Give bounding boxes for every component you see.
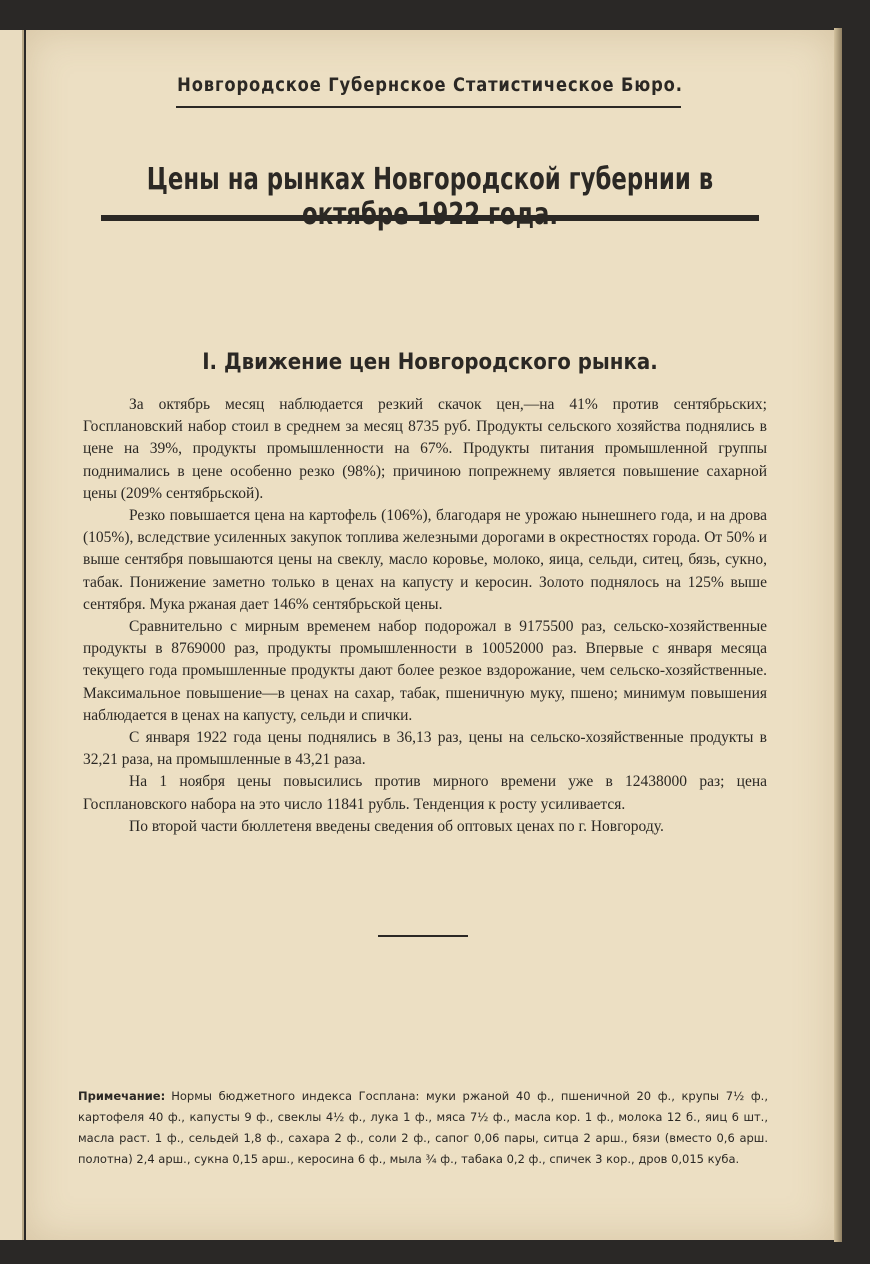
footnote-text: Нормы бюджетного индекса Госплана: муки ржаной 40 ф., пшеничной 20 ф., крупы 7½ ф., картофеля 40 ф., капусты 9 ф., свеклы 4½ ф., лука 1 ф., мяса 7½ ф., масла кор. 1 ф., молока 12 б., яиц 6 шт., масла раст. 1 ф., сельдей 1,8 ф., сахара 2 ф., соли 2 ф., сапог 0,06 пары, ситца 2 арш., бязи (вместо 0,6 арш. полотна) 2,4 арш., сукна 0,15 арш., керосина 6 ф., мыла ¾ ф., табака 0,2 ф., спичек 3 кор., дров 0,015 куба. bbox=[78, 1089, 768, 1166]
bureau-header: Новгородское Губернское Статистическое Бюро. bbox=[177, 74, 683, 96]
section-end-rule bbox=[378, 935, 468, 937]
paragraph-6: По второй части бюллетеня введены сведения об оптовых ценах по г. Новгороду. bbox=[129, 817, 664, 835]
footnote-label: Примечание: bbox=[78, 1089, 166, 1103]
section-heading: I. Движение цен Новгородского рынка. bbox=[202, 350, 658, 375]
document-page bbox=[26, 30, 834, 1240]
facing-page-edge bbox=[0, 30, 24, 1240]
title-rule bbox=[101, 215, 759, 221]
paragraph-1: За октябрь месяц наблюдается резкий скачок цен,—на 41% против сентябрьских; Госплановский набор стоил в среднем за месяц 8735 руб. Продукты сельского хозяйства поднялись в цене на 39%, продукты промышленности на 67%. Продукты питания промышленной группы поднимались в цене особенно резко (98%); причиною попрежнему является повышение сахарной цены (209% сентябрьской). bbox=[83, 396, 767, 502]
header-rule bbox=[176, 106, 681, 108]
footnote bbox=[78, 1086, 768, 1170]
page-edge-shadow bbox=[834, 28, 842, 1242]
document-title: Цены на рынках Новгородской губернии в октябре 1922 года. bbox=[146, 162, 714, 232]
paragraph-5: На 1 ноября цены повысились против мирного времени уже в 12438000 раз; цена Госплановского набора на это число 11841 рубль. Тенденция к росту усиливается. bbox=[83, 773, 767, 813]
body-text bbox=[83, 394, 767, 838]
paragraph-2: Резко повышается цена на картофель (106%), благодаря не урожаю нынешнего года, и на дрова (105%), вследствие усиленных закупок топлива железными дорогами в окрестностях города. От 50% и выше сентября повышаются цены на свеклу, масло коровье, молоко, яица, сельди, ситец, бязь, сукно, табак. Понижение заметно только в ценах на капусту и керосин. Золото поднялось на 125% выше сентября. Мука ржаная дает 146% сентябрьской цены. bbox=[83, 507, 767, 613]
paragraph-4: С января 1922 года цены поднялись в 36,13 раз, цены на сельско-хозяйственные продукты в 32,21 раза, на промышленные в 43,21 раза. bbox=[83, 729, 767, 769]
paragraph-3: Сравнительно с мирным временем набор подорожал в 9175500 раз, сельско-хозяйственные продукты в 8769000 раз, продукты промышленности в 10052000 раз. Впервые с января месяца текущего года промышленные продукты дают более резкое вздорожание, чем сельско-хозяйственные. Максимальное повышение—в ценах на сахар, табак, пшеничную муку, пшено; минимум повышения наблюдается в ценах на капусту, сельди и спички. bbox=[83, 618, 767, 724]
